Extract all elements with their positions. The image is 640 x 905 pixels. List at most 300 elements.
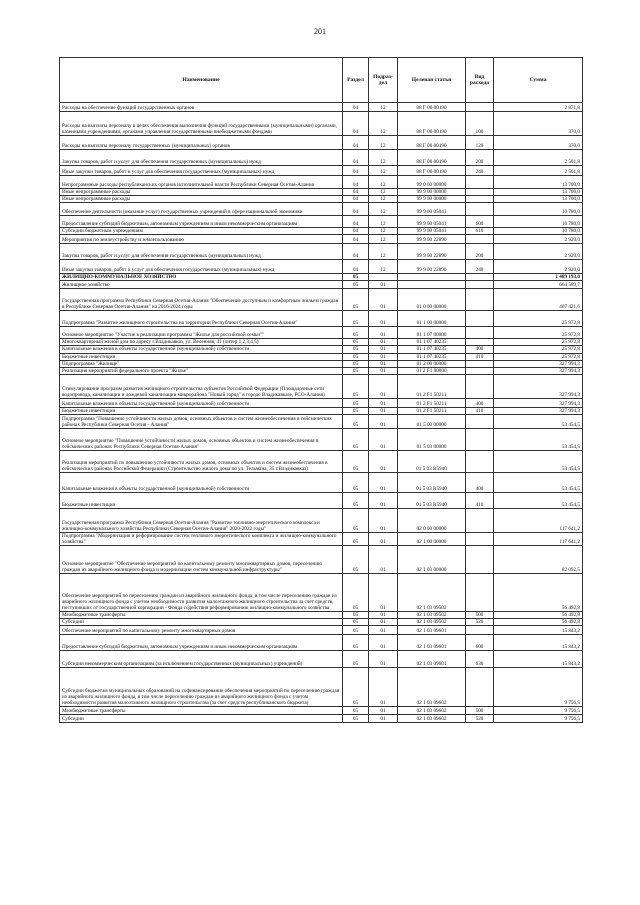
cell-razdel: 04 [343, 235, 369, 244]
cell-target-article: 02 1 03 09502 [398, 612, 466, 619]
cell-razdel: 04 [343, 196, 369, 203]
cell-name: Жилищное хозяйство [60, 281, 343, 289]
cell-name: Закупка товаров, работ и услуг для обеспечения государственных (муниципальных) нужд [60, 244, 343, 260]
cell-target-article: 02 0 00 00000 [398, 508, 466, 532]
cell-target-article: 88 Г 00 00190 [398, 136, 466, 150]
cell-podrazdel: 01 [369, 668, 398, 707]
cell-target-article: 02 1 03 09601 [398, 651, 466, 668]
cell-podrazdel: 01 [369, 346, 398, 353]
cell-podrazdel: 01 [369, 472, 398, 492]
cell-target-article [398, 281, 466, 289]
cell-target-article: 99 9 00 22890 [398, 244, 466, 260]
cell-expense-type [466, 367, 494, 374]
cell-podrazdel: 01 [369, 635, 398, 651]
cell-podrazdel: 12 [369, 216, 398, 228]
cell-name: Расходы на обеспечение функций государственных органов [60, 103, 343, 112]
table-row [60, 216, 583, 228]
budget-table [59, 57, 583, 723]
cell-sum: 117 641,2 [494, 532, 583, 545]
cell-name: Обеспечение мероприятий по переселению граждан из аварийного жилищного фонда, в том числе переселению граждан из аварийного жилищного фонда с учетом необходимости развития малоэтажного жилищного строительства за счет средств, поступивших от государственной корпорации - Фонда содействия реформированию жилищно-коммунального хозяйства [60, 574, 343, 612]
cell-podrazdel [369, 274, 398, 281]
cell-sum: 664 589,7 [494, 281, 583, 289]
cell-podrazdel: 12 [369, 150, 398, 166]
cell-razdel: 04 [343, 103, 369, 112]
cell-expense-type: 410 [466, 353, 494, 360]
cell-expense-type [466, 235, 494, 244]
cell-expense-type [466, 668, 494, 707]
header-target-article: Целевая статья [398, 58, 466, 103]
cell-target-article [398, 274, 466, 281]
cell-name: Подпрограмма "Жилище" [60, 360, 343, 367]
cell-razdel: 05 [343, 651, 369, 668]
cell-razdel: 04 [343, 112, 369, 136]
cell-target-article: 01 5 03 R5940 [398, 492, 466, 508]
cell-name: Субсидии некоммерческим организациям (за исключением государственных (муниципальных) учреждений) [60, 651, 343, 668]
cell-podrazdel: 12 [369, 244, 398, 260]
cell-sum: 25 972,8 [494, 346, 583, 353]
cell-name: Капитальные вложения в объекты государственной (муниципальной) собственности [60, 398, 343, 407]
cell-sum: 53 454,5 [494, 428, 583, 450]
cell-podrazdel: 01 [369, 492, 398, 508]
cell-expense-type [466, 274, 494, 281]
cell-razdel: 05 [343, 274, 369, 281]
cell-name: Стимулирование программ развития жилищного строительства субъектов Российской Федерации (Площадочные сети водопровода, канализации и дождевой канализации микрорайона "Новый город" в городе Владикавказе, РСО-Алания) [60, 374, 343, 398]
cell-sum: 2 501,8 [494, 150, 583, 166]
cell-podrazdel: 01 [369, 612, 398, 619]
cell-expense-type [466, 374, 494, 398]
table-row [60, 635, 583, 651]
table-row [60, 492, 583, 508]
table-row [60, 176, 583, 189]
cell-expense-type [466, 626, 494, 635]
cell-razdel: 05 [343, 508, 369, 532]
table-row [60, 260, 583, 274]
cell-podrazdel: 01 [369, 626, 398, 635]
cell-target-article: 02 1 03 09602 [398, 668, 466, 707]
table-row [60, 203, 583, 216]
cell-razdel: 04 [343, 216, 369, 228]
table-row [60, 574, 583, 612]
table-row [60, 196, 583, 203]
cell-expense-type [466, 428, 494, 450]
table-row [60, 532, 583, 545]
cell-podrazdel: 01 [369, 327, 398, 339]
cell-expense-type: 400 [466, 398, 494, 407]
cell-name: Капитальные вложения в объекты государственной (муниципальной) собственности [60, 472, 343, 492]
cell-sum: 2 920,0 [494, 235, 583, 244]
cell-target-article: 01 2 F1 00000 [398, 367, 466, 374]
cell-target-article: 99 9 00 05041 [398, 228, 466, 235]
cell-target-article: 01 1 07 40235 [398, 353, 466, 360]
cell-name: Основное мероприятие "Обеспечение мероприятий по капитальному ремонту многоквартирных домов, переселению граждан из аварийного жилищного фонда и модернизации систем коммунальной инфраструктуры" [60, 546, 343, 574]
table-row [60, 450, 583, 472]
table-row [60, 289, 583, 311]
cell-expense-type [466, 203, 494, 216]
cell-razdel: 05 [343, 546, 369, 574]
cell-razdel: 04 [343, 228, 369, 235]
cell-target-article: 99 9 00 05041 [398, 216, 466, 228]
cell-podrazdel: 01 [369, 281, 398, 289]
cell-sum: 53 454,5 [494, 414, 583, 428]
page-number: 201 [314, 27, 326, 36]
header-name: Наименование [60, 58, 343, 103]
cell-sum: 2 871,8 [494, 103, 583, 112]
cell-target-article: 01 1 00 00000 [398, 311, 466, 327]
cell-name: Основное мероприятие "Участие в реализации программы "Жилье для российской семьи"" [60, 327, 343, 339]
table-row [60, 189, 583, 196]
cell-target-article: 01 5 03 R5940 [398, 472, 466, 492]
header-sum: Сумма [494, 58, 583, 103]
cell-podrazdel: 12 [369, 136, 398, 150]
cell-target-article: 01 1 07 40235 [398, 346, 466, 353]
cell-podrazdel: 01 [369, 450, 398, 472]
cell-name: Предоставление субсидий бюджетным, автономным учреждениям и иным некоммерческим организациям [60, 635, 343, 651]
table-body [60, 103, 583, 723]
cell-razdel: 04 [343, 203, 369, 216]
cell-expense-type [466, 103, 494, 112]
cell-expense-type: 630 [466, 651, 494, 668]
table-row [60, 112, 583, 136]
table-row [60, 546, 583, 574]
cell-expense-type [466, 189, 494, 196]
cell-sum: 9 756,5 [494, 707, 583, 715]
cell-name: Бюджетные инвестиции [60, 407, 343, 414]
cell-expense-type: 240 [466, 260, 494, 274]
cell-razdel: 05 [343, 472, 369, 492]
table-row [60, 235, 583, 244]
cell-target-article: 88 Г 00 00190 [398, 166, 466, 176]
cell-target-article: 02 1 03 09602 [398, 715, 466, 723]
cell-razdel: 04 [343, 260, 369, 274]
cell-expense-type: 520 [466, 715, 494, 723]
table-row [60, 166, 583, 176]
cell-podrazdel: 01 [369, 374, 398, 398]
cell-podrazdel: 01 [369, 619, 398, 626]
cell-razdel: 05 [343, 346, 369, 353]
cell-razdel: 04 [343, 176, 369, 189]
cell-podrazdel: 12 [369, 176, 398, 189]
cell-podrazdel: 12 [369, 196, 398, 203]
cell-expense-type: 240 [466, 166, 494, 176]
table-row [60, 472, 583, 492]
cell-name: Основное мероприятие "Повышение устойчивости жилых домов, основных объектов и систем жизнеобеспечения в сейсмических районах Республики Северная Осетия-Алания" [60, 428, 343, 450]
cell-razdel: 04 [343, 166, 369, 176]
table-header-row [60, 58, 583, 103]
table-row [60, 651, 583, 668]
cell-razdel: 05 [343, 668, 369, 707]
cell-name: Субсидии [60, 619, 343, 626]
cell-podrazdel: 12 [369, 112, 398, 136]
cell-expense-type: 200 [466, 150, 494, 166]
cell-sum: 10 780,0 [494, 228, 583, 235]
cell-name: Иные непрограммные расходы [60, 196, 343, 203]
cell-name: Иные закупки товаров, работ и услуг для обеспечения государственных (муниципальных) нужд [60, 166, 343, 176]
cell-expense-type: 410 [466, 492, 494, 508]
cell-expense-type [466, 450, 494, 472]
cell-sum: 25 972,8 [494, 327, 583, 339]
cell-sum: 407 421,6 [494, 289, 583, 311]
cell-expense-type [466, 574, 494, 612]
cell-podrazdel: 12 [369, 228, 398, 235]
cell-razdel: 05 [343, 353, 369, 360]
cell-name: Межбюджетные трансферты [60, 612, 343, 619]
cell-podrazdel: 12 [369, 203, 398, 216]
cell-razdel: 05 [343, 311, 369, 327]
table-row [60, 228, 583, 235]
cell-name: Реализация мероприятий по повышению устойчивости жилых домов, основных объектов и систем жизнеобеспечения в сейсмических районах Российской Федерации (Строительство жилого дома по ул. Тельмана, 35 г.Владикавказ) [60, 450, 343, 472]
table-row [60, 244, 583, 260]
cell-sum: 327 994,3 [494, 407, 583, 414]
table-row [60, 327, 583, 339]
cell-sum: 10 780,0 [494, 216, 583, 228]
cell-expense-type [466, 289, 494, 311]
cell-razdel: 05 [343, 450, 369, 472]
cell-name: Иные непрограммные расходы [60, 189, 343, 196]
table-row [60, 398, 583, 407]
table-row [60, 367, 583, 374]
cell-razdel: 04 [343, 244, 369, 260]
cell-target-article: 99 9 00 00000 [398, 196, 466, 203]
cell-name: Расходы на выплаты персоналу государственных (муниципальных) органов [60, 136, 343, 150]
cell-sum: 56 492,8 [494, 612, 583, 619]
cell-name: Субсидии бюджетным учреждениям [60, 228, 343, 235]
cell-sum: 2 920,0 [494, 260, 583, 274]
cell-expense-type [466, 508, 494, 532]
cell-razdel: 05 [343, 626, 369, 635]
table-row [60, 428, 583, 450]
cell-target-article: 88 Г 00 00190 [398, 103, 466, 112]
cell-expense-type [466, 327, 494, 339]
cell-podrazdel: 12 [369, 235, 398, 244]
cell-podrazdel: 01 [369, 651, 398, 668]
cell-name: Многоквартирный жилой дом по адресу г.Владикавказ, ул. Весенняя, 41 (литер 1,2,3,4,5) [60, 339, 343, 346]
cell-razdel: 05 [343, 398, 369, 407]
cell-podrazdel: 01 [369, 407, 398, 414]
table-row [60, 281, 583, 289]
cell-target-article: 02 1 03 09602 [398, 707, 466, 715]
cell-podrazdel: 01 [369, 289, 398, 311]
cell-podrazdel: 01 [369, 428, 398, 450]
cell-podrazdel: 01 [369, 339, 398, 346]
cell-podrazdel: 12 [369, 189, 398, 196]
cell-podrazdel: 01 [369, 398, 398, 407]
cell-name: Капитальные вложения в объекты государственной (муниципальной) собственности [60, 346, 343, 353]
cell-sum: 25 972,8 [494, 353, 583, 360]
cell-name: Иные закупки товаров, работ и услуг для обеспечения государственных (муниципальных) нужд [60, 260, 343, 274]
cell-sum: 25 972,8 [494, 311, 583, 327]
cell-razdel: 05 [343, 619, 369, 626]
cell-name: Предоставление субсидий бюджетным, автономным учреждениям и иным некоммерческим организациям [60, 216, 343, 228]
cell-razdel: 05 [343, 327, 369, 339]
cell-razdel: 05 [343, 360, 369, 367]
cell-target-article: 01 5 03 00000 [398, 428, 466, 450]
cell-target-article: 02 1 03 09601 [398, 626, 466, 635]
table-row [60, 311, 583, 327]
table-row [60, 414, 583, 428]
cell-sum: 13 700,0 [494, 196, 583, 203]
cell-podrazdel: 01 [369, 574, 398, 612]
cell-razdel: 05 [343, 374, 369, 398]
cell-target-article: 99 9 00 22890 [398, 260, 466, 274]
cell-sum: 9 756,5 [494, 668, 583, 707]
cell-expense-type: 410 [466, 407, 494, 414]
cell-name: Государственная программа Республики Северная Осетия-Алания "Обеспечение доступным и комфортным жильем граждан в Республике Северная Осетия-Алания" на 2016-2024 годы [60, 289, 343, 311]
cell-target-article: 01 2 00 00000 [398, 360, 466, 367]
cell-razdel: 05 [343, 281, 369, 289]
cell-expense-type: 400 [466, 472, 494, 492]
cell-target-article: 01 0 00 00000 [398, 289, 466, 311]
cell-expense-type: 520 [466, 619, 494, 626]
cell-expense-type [466, 176, 494, 189]
cell-razdel: 04 [343, 150, 369, 166]
cell-target-article: 88 Г 00 00190 [398, 112, 466, 136]
cell-target-article: 88 Г 00 00190 [398, 150, 466, 166]
cell-target-article: 01 2 F1 50211 [398, 398, 466, 407]
cell-sum: 9 756,5 [494, 715, 583, 723]
cell-target-article: 01 5 03 R5940 [398, 450, 466, 472]
cell-razdel: 05 [343, 707, 369, 715]
cell-razdel: 05 [343, 414, 369, 428]
cell-sum: 327 994,3 [494, 374, 583, 398]
cell-sum: 2 501,8 [494, 166, 583, 176]
header-podrazdel: Подраз-дел [369, 58, 398, 103]
cell-sum: 10 780,0 [494, 203, 583, 216]
cell-razdel: 05 [343, 339, 369, 346]
cell-name: Бюджетные инвестиции [60, 492, 343, 508]
cell-sum: 327 994,3 [494, 360, 583, 367]
cell-razdel: 05 [343, 612, 369, 619]
cell-name: Расходы на выплаты персоналу в целях обеспечения выполнения функций государственными (муниципальными) органами, казенными учреждениями, органами управления государственными внебюджетными фондами [60, 112, 343, 136]
cell-expense-type [466, 414, 494, 428]
cell-expense-type [466, 196, 494, 203]
cell-name: Обеспечение мероприятий по капитальному ремонту многоквартирных домов [60, 626, 343, 635]
cell-sum: 327 994,3 [494, 367, 583, 374]
table-row [60, 668, 583, 707]
cell-target-article: 02 1 03 00000 [398, 546, 466, 574]
cell-target-article: 99 9 00 22890 [398, 235, 466, 244]
cell-name: Подпрограмма "Развитие жилищного строительства на территории Республики Северная Осетия-Алания" [60, 311, 343, 327]
table-row [60, 360, 583, 367]
cell-expense-type [466, 360, 494, 367]
cell-podrazdel: 01 [369, 532, 398, 545]
cell-razdel: 04 [343, 189, 369, 196]
table-row [60, 508, 583, 532]
cell-podrazdel: 12 [369, 166, 398, 176]
cell-target-article: 01 1 07 00000 [398, 327, 466, 339]
header-expense-type: Вид расхода [466, 58, 494, 103]
cell-name: Государственная программа Республики Северная Осетия-Алания "Развитие топливно-энергетического комплекса и жилищно-коммунального хозяйства Республики Северная Осетия-Алания" 2020-2022 годы" [60, 508, 343, 532]
cell-sum: 2 920,0 [494, 244, 583, 260]
cell-razdel: 05 [343, 635, 369, 651]
cell-name: ЖИЛИЩНО-КОММУНАЛЬНОЕ ХОЗЯЙСТВО [60, 274, 343, 281]
cell-sum: 53 454,5 [494, 450, 583, 472]
cell-expense-type: 610 [466, 228, 494, 235]
table-row [60, 612, 583, 619]
table-row [60, 136, 583, 150]
cell-name: Субсидии [60, 715, 343, 723]
cell-name: Обеспечение деятельности (оказание услуг) государственных учреждений в сфере национальной экономики [60, 203, 343, 216]
cell-razdel: 05 [343, 715, 369, 723]
cell-sum: 53 454,5 [494, 492, 583, 508]
cell-expense-type: 100 [466, 112, 494, 136]
cell-podrazdel: 01 [369, 546, 398, 574]
cell-expense-type [466, 546, 494, 574]
cell-expense-type: 200 [466, 244, 494, 260]
table-row [60, 407, 583, 414]
cell-name: Бюджетные инвестиции [60, 353, 343, 360]
cell-target-article: 01 1 07 40235 [398, 339, 466, 346]
cell-target-article: 02 1 03 09502 [398, 574, 466, 612]
cell-target-article: 02 1 03 09502 [398, 619, 466, 626]
cell-podrazdel: 01 [369, 360, 398, 367]
cell-target-article: 02 1 03 09601 [398, 635, 466, 651]
cell-razdel: 04 [343, 136, 369, 150]
cell-expense-type [466, 339, 494, 346]
cell-podrazdel: 01 [369, 353, 398, 360]
cell-podrazdel: 01 [369, 367, 398, 374]
cell-expense-type [466, 532, 494, 545]
table-row [60, 715, 583, 723]
cell-target-article: 01 2 F1 50211 [398, 374, 466, 398]
table-row [60, 619, 583, 626]
cell-sum: 25 972,8 [494, 339, 583, 346]
cell-podrazdel: 12 [369, 260, 398, 274]
table-row [60, 339, 583, 346]
table-row [60, 103, 583, 112]
cell-target-article: 99 9 00 00000 [398, 189, 466, 196]
cell-sum: 15 843,2 [494, 626, 583, 635]
cell-name: Закупка товаров, работ и услуг для обеспечения государственных (муниципальных) нужд [60, 150, 343, 166]
cell-razdel: 05 [343, 428, 369, 450]
cell-target-article: 99 0 00 00000 [398, 176, 466, 189]
cell-razdel: 05 [343, 407, 369, 414]
cell-name: Межбюджетные трансферты [60, 707, 343, 715]
cell-expense-type: 600 [466, 216, 494, 228]
cell-expense-type: 400 [466, 346, 494, 353]
cell-podrazdel: 12 [369, 103, 398, 112]
cell-sum: 13 700,0 [494, 189, 583, 196]
cell-podrazdel: 01 [369, 311, 398, 327]
cell-sum: 15 843,2 [494, 635, 583, 651]
cell-target-article: 02 1 00 00000 [398, 532, 466, 545]
cell-sum: 56 492,8 [494, 619, 583, 626]
cell-sum: 117 641,2 [494, 508, 583, 532]
cell-expense-type: 500 [466, 612, 494, 619]
cell-podrazdel: 01 [369, 508, 398, 532]
cell-expense-type [466, 311, 494, 327]
cell-name: Подпрограмма "Повышение устойчивости жилых домов, основных объектов и систем жизнеобеспечения в сейсмических районах Республики Северная Осетия - Алания" [60, 414, 343, 428]
cell-sum: 82 092,5 [494, 546, 583, 574]
cell-podrazdel: 01 [369, 707, 398, 715]
cell-name: Непрограммные расходы республиканских органов исполнительной власти Республики Северная Осетия-Алания [60, 176, 343, 189]
cell-razdel: 05 [343, 289, 369, 311]
cell-expense-type [466, 281, 494, 289]
cell-target-article: 01 2 F1 50211 [398, 407, 466, 414]
cell-sum: 1 489 193,0 [494, 274, 583, 281]
cell-podrazdel: 01 [369, 715, 398, 723]
table-row [60, 274, 583, 281]
table-row [60, 626, 583, 635]
cell-target-article: 99 9 00 05041 [398, 203, 466, 216]
cell-razdel: 05 [343, 574, 369, 612]
cell-name: Субсидии бюджетам муниципальных образований на софинансирование обеспечения мероприятий по переселению граждан из аварийного жилищного фонда, в том числе переселению граждан из аварийного жилищного фонда с учетом необходимости развития малоэтажного жилищного строительства (за счет средств республиканского бюджета) [60, 668, 343, 707]
cell-sum: 53 454,5 [494, 472, 583, 492]
cell-target-article: 01 5 00 00000 [398, 414, 466, 428]
cell-name: Мероприятия по землеустройству и землепользованию [60, 235, 343, 244]
cell-sum: 56 492,8 [494, 574, 583, 612]
table-row [60, 707, 583, 715]
cell-sum: 370,0 [494, 136, 583, 150]
